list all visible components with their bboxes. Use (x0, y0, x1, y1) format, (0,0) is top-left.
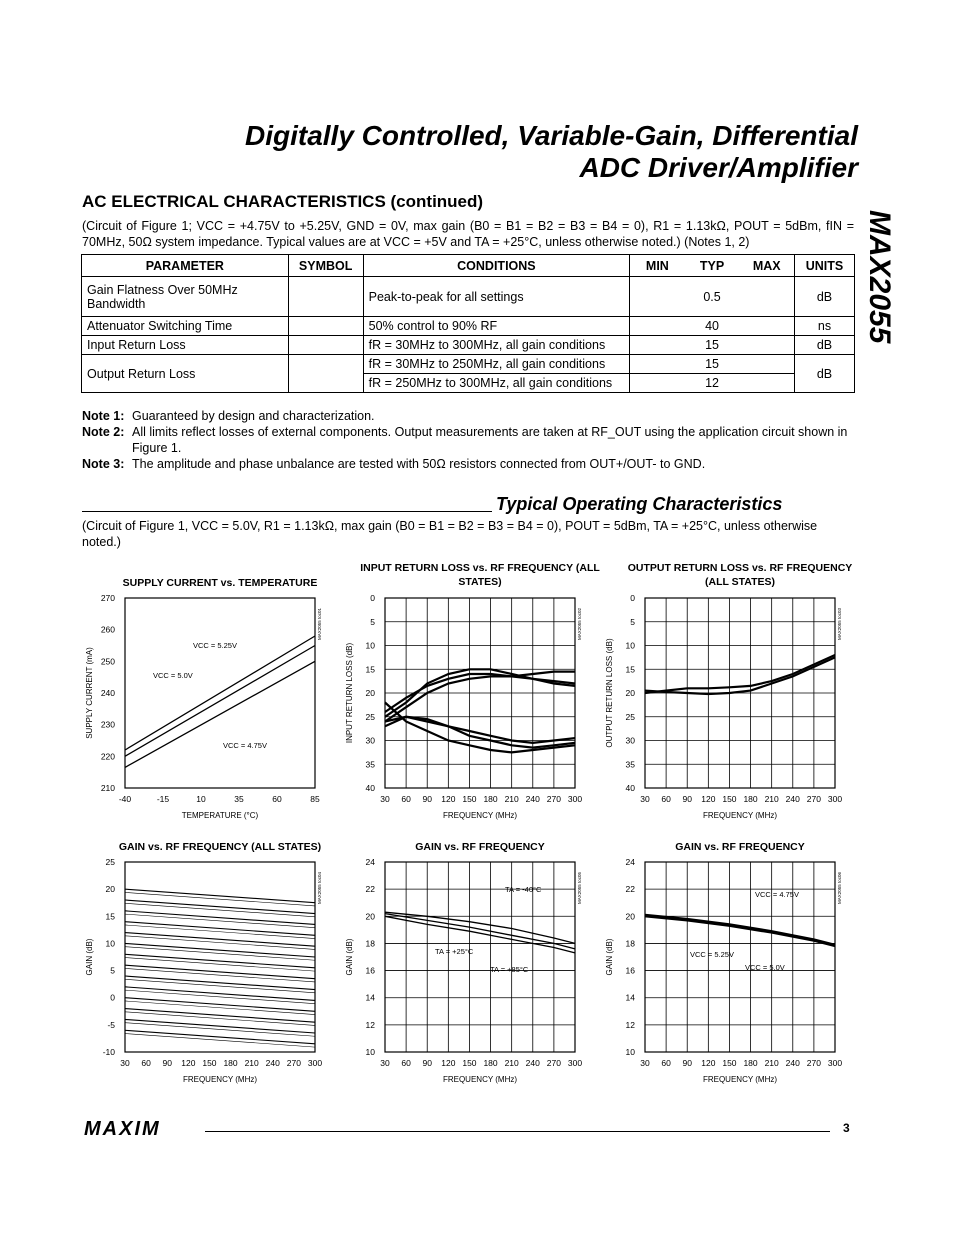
series-line (125, 900, 315, 914)
x-axis-label: FREQUENCY (MHz) (702, 1075, 778, 1084)
y-tick-label: 18 (365, 938, 375, 949)
y-tick-label: 20 (625, 688, 635, 698)
table-cell (630, 317, 685, 336)
y-tick-label: 15 (365, 664, 375, 675)
x-tick-label: 240 (785, 794, 800, 804)
table-row (82, 355, 855, 374)
x-tick-label: 240 (265, 1058, 280, 1068)
test-conditions: (Circuit of Figure 1; VCC = +4.75V to +5.25V, GND = 0V, max gain (B0 = B1 = B2 = B3 = B4 = 0), R1 = 1.13kΩ, POUT = 5dBm, fIN = 70MHz, 50Ω system impedance. Typical values are at VCC = +5V and TA = +25°C, unless otherwise noted.) (Notes 1, 2) (82, 219, 854, 249)
chart-svg (80, 588, 330, 823)
series-line (385, 703, 575, 753)
series-line (125, 998, 315, 1012)
table-cell (740, 374, 795, 393)
y-tick-label: -5 (107, 1019, 115, 1030)
page-title (80, 120, 858, 184)
x-tick-label: 90 (682, 794, 692, 804)
series-line (125, 968, 315, 982)
table-cell: Peak-to-peak for all settings (363, 277, 630, 317)
table-cell: fR = 250MHz to 300MHz, all gain conditions (363, 374, 630, 393)
table-row (82, 277, 855, 317)
y-tick-label: 14 (365, 992, 375, 1003)
x-tick-label: 270 (286, 1058, 301, 1068)
table-cell (630, 336, 685, 355)
x-tick-label: 120 (441, 794, 456, 804)
y-tick-label: 24 (625, 857, 635, 867)
series-line (125, 925, 315, 939)
series-line (125, 1023, 315, 1037)
x-tick-label: 150 (722, 794, 737, 804)
chart-id-tag: MAX2055 toc03 (837, 607, 842, 640)
table-cell (630, 355, 685, 374)
y-tick-label: 5 (370, 616, 375, 627)
chart-svg (340, 852, 590, 1087)
series-line (385, 916, 575, 953)
y-tick-label: 0 (630, 593, 635, 603)
y-tick-label: 10 (365, 640, 375, 651)
x-axis-label: TEMPERATURE (°C) (181, 811, 259, 820)
note-label: Note 2: (82, 425, 125, 439)
x-tick-label: 270 (806, 1058, 821, 1068)
table-cell (740, 317, 795, 336)
title-line-1: Digitally Controlled, Variable-Gain, Differential (244, 120, 858, 151)
table-header: CONDITIONS (363, 255, 630, 277)
y-tick-label: 12 (625, 1019, 635, 1030)
note-label: Note 3: (82, 457, 125, 471)
y-tick-label: 35 (625, 759, 635, 770)
y-tick-label: 22 (625, 884, 635, 895)
series-line (385, 912, 575, 943)
series-line (645, 916, 835, 946)
table-cell: 15 (685, 355, 740, 374)
series-annotation: TA = +25°C (435, 947, 474, 956)
x-tick-label: 90 (422, 1058, 432, 1068)
y-tick-label: 30 (625, 735, 635, 746)
table-header: MIN (630, 255, 685, 277)
x-tick-label: 180 (483, 794, 498, 804)
x-tick-label: 300 (307, 1058, 323, 1068)
x-tick-label: -40 (118, 794, 132, 804)
x-axis-label: FREQUENCY (MHz) (702, 811, 778, 820)
x-tick-label: 30 (640, 794, 650, 804)
table-row (82, 317, 855, 336)
chart-title: GAIN vs. RF FREQUENCY (415, 841, 545, 853)
series-line (125, 892, 315, 906)
plot-frame (385, 862, 575, 1052)
chart-svg (340, 588, 590, 823)
series-line (125, 1012, 315, 1026)
series-line (125, 958, 315, 972)
table-cell: Input Return Loss (82, 336, 289, 355)
series-line (385, 717, 575, 748)
section-heading: AC ELECTRICAL CHARACTERISTICS (continued) (82, 192, 484, 211)
y-tick-label: 24 (365, 857, 375, 867)
x-tick-label: 300 (567, 1058, 583, 1068)
y-axis-label: SUPPLY CURRENT (mA) (85, 647, 94, 739)
maxim-logo: MAXIM (84, 1118, 161, 1140)
table-cell (288, 317, 363, 336)
x-tick-label: 60 (141, 1058, 151, 1068)
table-cell: 50% control to 90% RF (363, 317, 630, 336)
plot-frame (645, 862, 835, 1052)
x-tick-label: 120 (701, 1058, 716, 1068)
x-tick-label: 210 (764, 1058, 779, 1068)
series-line (125, 933, 315, 947)
toc-conditions: (Circuit of Figure 1, VCC = 5.0V, R1 = 1.13kΩ, max gain (B0 = B1 = B2 = B3 = B4 = 0), POUT = 5dBm, TA = +25°C, unless otherwise noted.) (82, 519, 818, 549)
table-cell: Gain Flatness Over 50MHz Bandwidth (82, 277, 289, 317)
y-tick-label: 210 (100, 783, 115, 793)
x-tick-label: 180 (483, 1058, 498, 1068)
table-header: TYP (685, 255, 740, 277)
x-tick-label: -15 (156, 794, 170, 804)
table-cell (288, 355, 363, 393)
series-line (125, 646, 315, 757)
series-line (125, 922, 315, 936)
y-tick-label: 260 (100, 624, 115, 635)
x-tick-label: 150 (462, 1058, 477, 1068)
note-label: Note 1: (82, 409, 125, 423)
x-tick-label: 150 (462, 794, 477, 804)
table-cell: dB (794, 277, 854, 317)
series-line (125, 1009, 315, 1023)
table-cell (288, 336, 363, 355)
y-tick-label: 15 (105, 911, 115, 922)
x-tick-label: 90 (162, 1058, 172, 1068)
y-tick-label: 20 (625, 911, 635, 922)
x-tick-label: 30 (640, 1058, 650, 1068)
series-annotation: VCC = 4.75V (755, 890, 799, 899)
x-axis-label: FREQUENCY (MHz) (442, 1075, 518, 1084)
x-tick-label: 150 (722, 1058, 737, 1068)
x-tick-label: 240 (525, 794, 540, 804)
ac-characteristics-table (81, 254, 855, 393)
y-tick-label: 240 (100, 688, 115, 698)
table-cell: 12 (685, 374, 740, 393)
table-header: PARAMETER (82, 255, 289, 277)
series-line (125, 979, 315, 993)
x-tick-label: 85 (310, 794, 320, 804)
table-header: UNITS (794, 255, 854, 277)
series-line (125, 965, 315, 979)
table-header-row (82, 255, 855, 277)
y-tick-label: 5 (110, 965, 115, 976)
y-tick-label: 14 (625, 992, 635, 1003)
x-tick-label: 240 (525, 1058, 540, 1068)
x-tick-label: 270 (546, 794, 561, 804)
series-line (645, 657, 835, 694)
x-tick-label: 60 (401, 1058, 411, 1068)
x-tick-label: 300 (827, 1058, 843, 1068)
toc-heading: Typical Operating Characteristics (496, 494, 783, 514)
x-tick-label: 60 (272, 794, 282, 804)
x-tick-label: 300 (567, 794, 583, 804)
x-tick-label: 30 (380, 794, 390, 804)
x-axis-label: FREQUENCY (MHz) (182, 1075, 258, 1084)
y-tick-label: 16 (625, 965, 635, 976)
chart-title: SUPPLY CURRENT vs. TEMPERATURE (122, 577, 318, 589)
series-line (125, 943, 315, 957)
table-cell (740, 355, 795, 374)
y-tick-label: 25 (105, 857, 115, 867)
series-line (125, 954, 315, 968)
series-annotation: TA = +85°C (490, 965, 529, 974)
y-tick-label: 35 (365, 759, 375, 770)
x-tick-label: 30 (120, 1058, 130, 1068)
x-tick-label: 180 (743, 1058, 758, 1068)
note-text: All limits reflect losses of external components. Output measurements are taken at RF_OUT using the application circuit shown in Figure 1. (132, 425, 848, 455)
y-tick-label: 10 (365, 1047, 375, 1057)
series-annotation: TA = -40°C (505, 885, 542, 894)
chart-id-tag: MAX2055 toc02 (577, 607, 582, 640)
table-cell: 0.5 (685, 277, 740, 317)
y-axis-label: INPUT RETURN LOSS (dB) (345, 642, 354, 744)
x-tick-label: 10 (196, 794, 206, 804)
x-tick-label: 240 (785, 1058, 800, 1068)
note-text: Guaranteed by design and characterization. (132, 409, 375, 423)
x-tick-label: 150 (202, 1058, 217, 1068)
y-tick-label: 20 (105, 884, 115, 895)
chart-title: OUTPUT RETURN LOSS vs. RF FREQUENCY (ALL STATES) (627, 562, 853, 588)
series-line (125, 903, 315, 917)
y-axis-label: GAIN (dB) (605, 938, 614, 976)
y-tick-label: 0 (370, 593, 375, 603)
x-tick-label: 30 (380, 1058, 390, 1068)
x-tick-label: 270 (806, 794, 821, 804)
series-annotation: VCC = 4.75V (223, 741, 267, 750)
y-tick-label: -10 (102, 1047, 115, 1057)
table-cell: fR = 30MHz to 300MHz, all gain conditions (363, 336, 630, 355)
page-number: 3 (843, 1121, 850, 1135)
footer-divider (205, 1131, 830, 1132)
table-header: MAX (740, 255, 795, 277)
x-tick-label: 180 (743, 794, 758, 804)
series-line (125, 987, 315, 1001)
y-tick-label: 10 (105, 938, 115, 949)
x-tick-label: 180 (223, 1058, 238, 1068)
chart-svg (80, 852, 330, 1087)
x-tick-label: 210 (244, 1058, 259, 1068)
table-cell: 40 (685, 317, 740, 336)
series-line (125, 936, 315, 950)
table-cell (630, 374, 685, 393)
y-tick-label: 270 (100, 593, 115, 603)
table-cell: fR = 30MHz to 250MHz, all gain conditions (363, 355, 630, 374)
y-tick-label: 10 (625, 1047, 635, 1057)
table-cell: dB (794, 355, 854, 393)
series-annotation: VCC = 5.0V (153, 671, 193, 680)
notes (82, 408, 852, 472)
y-tick-label: 15 (625, 664, 635, 675)
table-cell (630, 277, 685, 317)
note-2 (82, 424, 852, 456)
series-line (125, 636, 315, 750)
divider (82, 511, 492, 512)
series-line (645, 655, 835, 693)
y-tick-label: 5 (630, 616, 635, 627)
x-tick-label: 270 (546, 1058, 561, 1068)
y-axis-label: OUTPUT RETURN LOSS (dB) (605, 638, 614, 748)
x-tick-label: 90 (682, 1058, 692, 1068)
chart-svg (600, 852, 850, 1087)
x-axis-label: FREQUENCY (MHz) (442, 811, 518, 820)
series-annotation: VCC = 5.0V (745, 963, 785, 972)
y-tick-label: 22 (365, 884, 375, 895)
y-tick-label: 20 (365, 911, 375, 922)
table-cell: 15 (685, 336, 740, 355)
table-cell: Output Return Loss (82, 355, 289, 393)
x-tick-label: 120 (181, 1058, 196, 1068)
table-cell: Attenuator Switching Time (82, 317, 289, 336)
x-tick-label: 210 (504, 1058, 519, 1068)
y-tick-label: 40 (365, 783, 375, 793)
chart-svg (600, 588, 850, 823)
y-tick-label: 25 (365, 711, 375, 722)
x-tick-label: 120 (701, 794, 716, 804)
y-tick-label: 12 (365, 1019, 375, 1030)
y-tick-label: 18 (625, 938, 635, 949)
series-line (125, 947, 315, 961)
table-cell (740, 336, 795, 355)
chart-title: GAIN vs. RF FREQUENCY (675, 841, 805, 853)
y-axis-label: GAIN (dB) (85, 938, 94, 976)
y-axis-label: GAIN (dB) (345, 938, 354, 976)
chart-title: INPUT RETURN LOSS vs. RF FREQUENCY (ALL STATES) (360, 562, 600, 588)
note-3 (82, 456, 852, 472)
y-tick-label: 25 (625, 711, 635, 722)
y-tick-label: 40 (625, 783, 635, 793)
table-cell: ns (794, 317, 854, 336)
x-tick-label: 60 (661, 1058, 671, 1068)
note-text: The amplitude and phase unbalance are tested with 50Ω resistors connected from OUT+/OUT- to GND. (132, 457, 706, 471)
y-tick-label: 20 (365, 688, 375, 698)
y-tick-label: 220 (100, 751, 115, 762)
y-tick-label: 0 (110, 992, 115, 1003)
x-tick-label: 60 (401, 794, 411, 804)
table-cell: dB (794, 336, 854, 355)
series-line (125, 1019, 315, 1033)
series-line (125, 976, 315, 990)
table-cell (740, 277, 795, 317)
x-tick-label: 90 (422, 794, 432, 804)
title-line-2: ADC Driver/Amplifier (579, 152, 858, 183)
note-1 (82, 408, 852, 424)
x-tick-label: 210 (764, 794, 779, 804)
x-tick-label: 35 (234, 794, 244, 804)
series-line (125, 911, 315, 925)
x-tick-label: 210 (504, 794, 519, 804)
series-line (125, 990, 315, 1004)
y-tick-label: 16 (365, 965, 375, 976)
x-tick-label: 300 (827, 794, 843, 804)
x-tick-label: 60 (661, 794, 671, 804)
chart-title: GAIN vs. RF FREQUENCY (ALL STATES) (118, 841, 322, 853)
chart-id-tag: MAX2055 toc01 (317, 607, 322, 640)
series-annotation: VCC = 5.25V (193, 641, 237, 650)
series-line (125, 1030, 315, 1044)
y-tick-label: 30 (365, 735, 375, 746)
part-number-sidebar: MAX2055 (863, 210, 896, 344)
y-tick-label: 230 (100, 719, 115, 730)
series-line (125, 1001, 315, 1015)
table-cell (288, 277, 363, 317)
series-line (125, 914, 315, 928)
series-line (125, 889, 315, 903)
table-row (82, 336, 855, 355)
y-tick-label: 250 (100, 656, 115, 667)
x-tick-label: 120 (441, 1058, 456, 1068)
series-line (125, 1034, 315, 1048)
y-tick-label: 10 (625, 640, 635, 651)
series-annotation: VCC = 5.25V (690, 950, 734, 959)
chart-id-tag: MAX2055 toc05 (577, 871, 582, 904)
chart-id-tag: MAX2055 toc06 (837, 871, 842, 904)
table-header: SYMBOL (288, 255, 363, 277)
chart-id-tag: MAX2055 toc04 (317, 871, 322, 904)
